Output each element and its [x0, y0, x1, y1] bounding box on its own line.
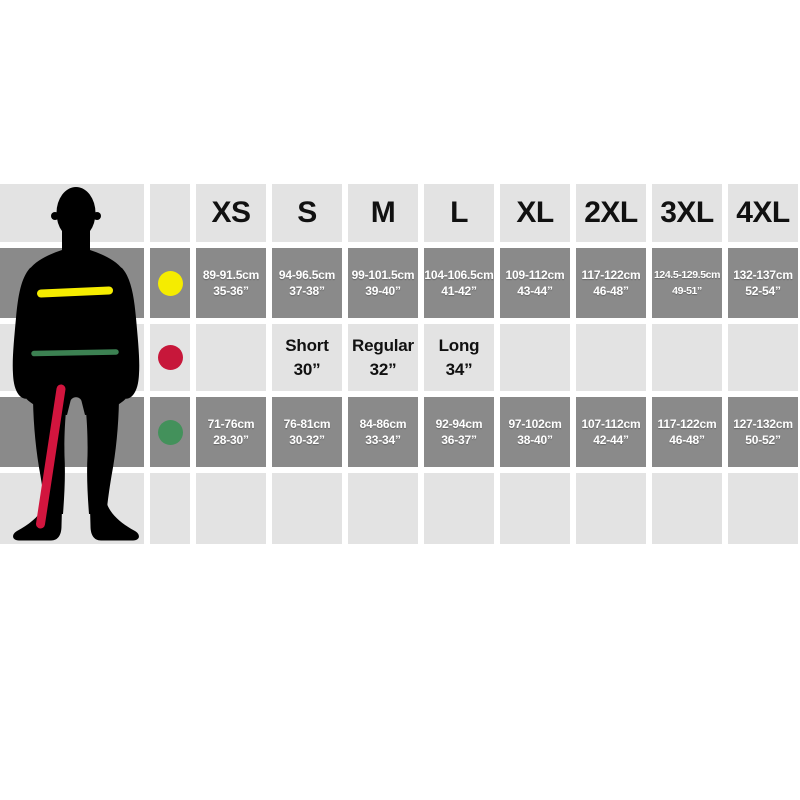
cell-inside-leg-4xl	[728, 324, 798, 391]
marker-cell-waist	[150, 397, 190, 467]
measurement-inches: 42-44”	[593, 433, 629, 447]
cell-inside-leg-3xl	[652, 324, 722, 391]
measurement-cm: 71-76cm	[207, 417, 255, 431]
measurement-cm: 84-86cm	[359, 417, 407, 431]
cell-waist-l	[424, 397, 494, 467]
measurement-inches: 37-38”	[289, 284, 325, 298]
cell-blank-2xl	[576, 473, 646, 544]
cell-blank-m	[348, 473, 418, 544]
measurement-cm: 104-106.5cm	[424, 268, 494, 282]
measurement-cm: 97-102cm	[508, 417, 562, 431]
cell-waist-4xl	[728, 397, 798, 467]
figure-band-chest	[0, 248, 144, 318]
measurement-inches: 32”	[369, 359, 397, 379]
measurement-inches: 41-42”	[441, 284, 477, 298]
cell-waist-m	[348, 397, 418, 467]
measurement-inches: 52-54”	[745, 284, 781, 298]
cell-waist-xl	[500, 397, 570, 467]
measurement-inches: 30-32”	[289, 433, 325, 447]
measurement-cm: 117-122cm	[657, 417, 717, 431]
cell-chest-4xl	[728, 248, 798, 318]
measurement-cm: 109-112cm	[505, 268, 565, 282]
measurement-inches: 33-34”	[365, 433, 401, 447]
figure-band-header	[0, 184, 144, 242]
cell-waist-3xl	[652, 397, 722, 467]
cell-chest-2xl	[576, 248, 646, 318]
header-cell-l: L	[424, 184, 494, 242]
measurement-inches: 49-51”	[672, 285, 702, 297]
measurement-inches: 35-36”	[213, 284, 249, 298]
cell-chest-m	[348, 248, 418, 318]
cell-blank-4xl	[728, 473, 798, 544]
header-cell-2xl: 2XL	[576, 184, 646, 242]
figure-band-waist	[0, 397, 144, 467]
cell-inside-leg-xl	[500, 324, 570, 391]
header-cell-s: S	[272, 184, 342, 242]
measurement-inches: 50-52”	[745, 433, 781, 447]
measurement-inches: 30”	[293, 359, 321, 379]
cell-chest-l	[424, 248, 494, 318]
cell-inside-leg-m	[348, 324, 418, 391]
header-cell-xs: XS	[196, 184, 266, 242]
cell-blank-xs	[196, 473, 266, 544]
cell-chest-xs	[196, 248, 266, 318]
header-cell-m: M	[348, 184, 418, 242]
yellow-dot-icon	[158, 271, 183, 296]
cell-inside-leg-2xl	[576, 324, 646, 391]
measurement-cm: 89-91.5cm	[202, 268, 260, 282]
measurement-cm: 92-94cm	[435, 417, 483, 431]
measurement-cm: 127-132cm	[733, 417, 793, 431]
cell-blank-s	[272, 473, 342, 544]
measurement-cm: 117-122cm	[581, 268, 641, 282]
cell-waist-s	[272, 397, 342, 467]
measurement-cm: Long	[438, 335, 480, 355]
measurement-cm: 94-96.5cm	[278, 268, 336, 282]
measurement-cm: 124.5-129.5cm	[653, 269, 721, 281]
marker-cell-inside-leg	[150, 324, 190, 391]
red-dot-icon	[158, 345, 183, 370]
measurement-cm: 99-101.5cm	[351, 268, 415, 282]
figure-band-blank	[0, 473, 144, 544]
marker-cell-blank	[150, 473, 190, 544]
green-dot-icon	[158, 420, 183, 445]
measurement-cm: 107-112cm	[581, 417, 641, 431]
header-cell-3xl: 3XL	[652, 184, 722, 242]
figure-band-inside-leg	[0, 324, 144, 391]
marker-column-header	[150, 184, 190, 242]
measurement-cm: 76-81cm	[283, 417, 331, 431]
cell-waist-xs	[196, 397, 266, 467]
measurement-cm: Regular	[352, 335, 414, 355]
measurement-cm: 132-137cm	[733, 268, 793, 282]
header-cell-xl: XL	[500, 184, 570, 242]
measurement-inches: 28-30”	[213, 433, 249, 447]
cell-chest-xl	[500, 248, 570, 318]
cell-blank-l	[424, 473, 494, 544]
cell-inside-leg-l	[424, 324, 494, 391]
cell-waist-2xl	[576, 397, 646, 467]
measurement-inches: 36-37”	[441, 433, 477, 447]
measurement-inches: 43-44”	[517, 284, 553, 298]
measurement-inches: 34”	[445, 359, 473, 379]
cell-chest-s	[272, 248, 342, 318]
measurement-inches: 39-40”	[365, 284, 401, 298]
cell-inside-leg-s	[272, 324, 342, 391]
measurement-cm: Short	[285, 335, 329, 355]
cell-inside-leg-xs	[196, 324, 266, 391]
measurement-inches: 46-48”	[669, 433, 705, 447]
header-cell-4xl: 4XL	[728, 184, 798, 242]
size-table	[0, 184, 798, 544]
measurement-inches: 46-48”	[593, 284, 629, 298]
cell-chest-3xl	[652, 248, 722, 318]
marker-cell-chest	[150, 248, 190, 318]
cell-blank-xl	[500, 473, 570, 544]
cell-blank-3xl	[652, 473, 722, 544]
measurement-inches: 38-40”	[517, 433, 553, 447]
